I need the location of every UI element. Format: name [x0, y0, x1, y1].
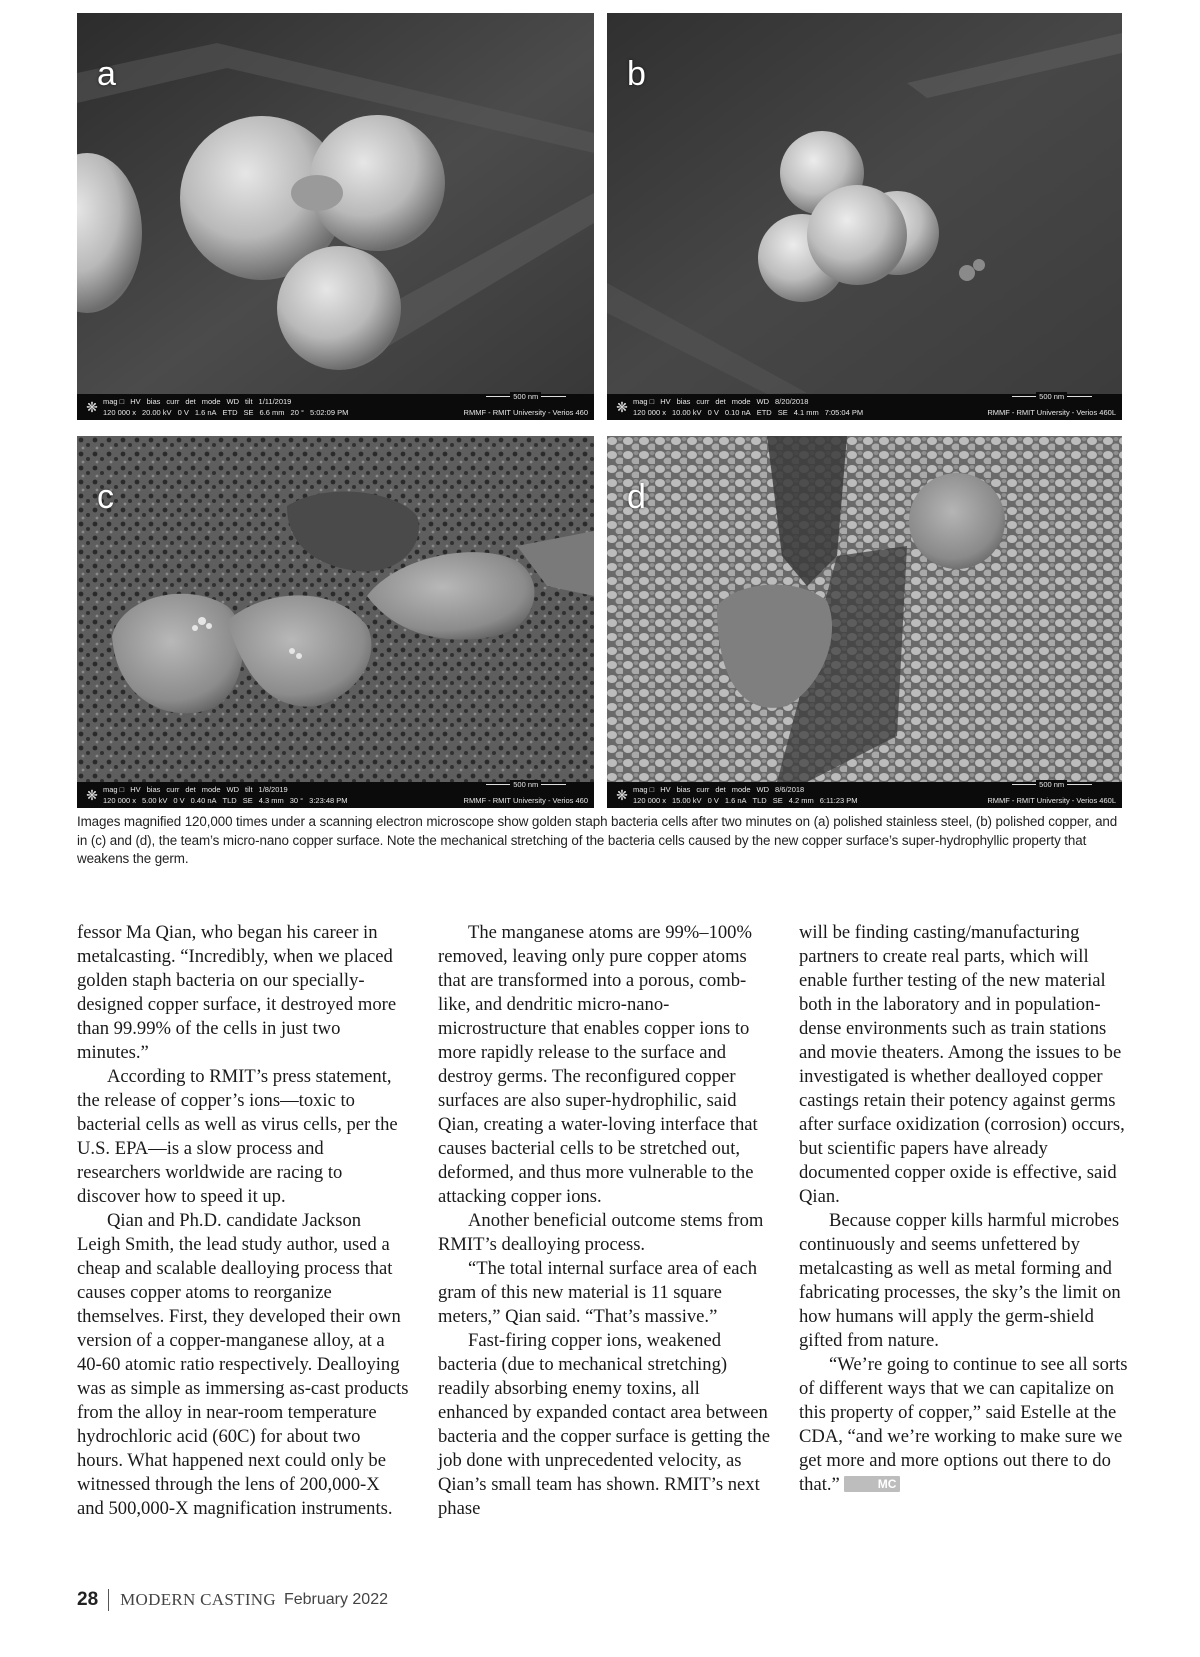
scale-bar: 500 nm RMMF - RMIT University - Verios 460: [463, 780, 588, 805]
figure-caption: Images magnified 120,000 times under a scanning electron microscope show golden staph bacteria cells after two minutes on (a) polished stainless steel, (b) polished copper, and in (c) and (d), the team’s micro-nano copper surface. Note the mechanical stretching of the bacteria cells caused by the new copper surface’s super-hydrophyllic property that weakens the germ.: [77, 814, 1118, 866]
panel-letter: b: [627, 55, 646, 93]
sem-image-d: [607, 436, 1122, 782]
panel-letter: d: [627, 478, 646, 516]
issue-date: February 2022: [283, 1591, 388, 1608]
facility-label: RMMF - RMIT University - Verios 460L: [987, 796, 1116, 805]
sem-panel-b: [607, 13, 1122, 420]
paragraph: Qian and Ph.D. candidate Jackson Leigh Smith, the lead study author, used a cheap and scalable dealloying process that causes copper atoms to reorganize themselves. First, they developed their own version of a copper-manganese alloy, at a 40-60 atomic ratio respectively. Dealloying was as simple as immersing as-cast products from the alloy in near-room temperature hydrochloric acid (60C) for about two hours. What happened next could only be witnessed through the lens of 200,000-X and 500,000-X magnification instruments.: [77, 1210, 409, 1519]
page-number: 28: [77, 1589, 99, 1610]
paragraph: “The total internal surface area of each gram of this new material is 11 square meters,” Qian said. “That’s massive.”: [438, 1258, 758, 1327]
end-mark-icon: MC: [844, 1476, 901, 1492]
scale-bar: 500 nm RMMF - RMIT University - Verios 460L: [987, 392, 1116, 417]
sem-image-a: [77, 13, 594, 394]
paragraph: The manganese atoms are 99%–100% removed, leaving only pure copper atoms that are transformed into a porous, comb-like, and dendritic micro-nano-microstructure that enables copper ions to more rapidly release to the surface and destroy germs. The reconfigured copper surfaces are also super-hydrophilic, said Qian, creating a water-loving interface that causes bacterial cells to be stretched out, deformed, and thus more vulnerable to the attacking copper ions.: [438, 922, 758, 1207]
sem-data-bar: ❋ mag □ HV bias curr det mode WD 8/20/2018 120 000 x 10.00 kV 0 V 0.10 nA ETD SE 4.1 mm 7:05:04 PM 500 nm RMMF - RMIT University - Verios 460L: [607, 394, 1122, 420]
paragraph: Because copper kills harmful microbes continuously and seems unfettered by metalcasting as well as metal forming and fabricating processes, the sky’s the limit on how humans will apply the germ-shield gifted from nature.: [799, 1210, 1121, 1351]
fei-logo-icon: ❋: [86, 786, 98, 803]
facility-label: RMMF - RMIT University - Verios 460: [463, 796, 588, 805]
magazine-name: MODERN CASTING: [120, 1590, 276, 1609]
sem-panel-a: [77, 13, 594, 420]
article-column-3: [799, 921, 1129, 1497]
paragraph: Another beneficial outcome stems from RMIT’s dealloying process.: [438, 1210, 764, 1255]
sem-image-c: [77, 436, 594, 782]
sem-panel-d: [607, 436, 1122, 808]
sem-figure: [77, 13, 1122, 808]
footer-divider: [108, 1589, 109, 1611]
facility-label: RMMF - RMIT University - Verios 460L: [987, 408, 1116, 417]
facility-label: RMMF - RMIT University - Verios 460: [463, 408, 588, 417]
sem-data-bar: ❋ mag □ HV bias curr det mode WD tilt 1/8/2019 120 000 x 5.00 kV 0 V 0.40 nA TLD SE 4.3 mm 30 ° 3:23:48 PM 500 nm RMMF - RMIT University - Verios 460: [77, 782, 594, 808]
paragraph: According to RMIT’s press statement, the release of copper’s ions—toxic to bacterial cells as well as virus cells, per the U.S. EPA—is a slow process and researchers worldwide are racing to discover how to speed it up.: [77, 1066, 398, 1207]
panel-letter: a: [97, 55, 116, 93]
article-column-1: [77, 921, 409, 1521]
paragraph: fessor Ma Qian, who began his career in metalcasting. “Incredibly, when we placed golden staph bacteria on our specially-designed copper surface, it destroyed more than 99.99% of the cells in just two minutes.”: [77, 922, 397, 1063]
scale-bar: 500 nm RMMF - RMIT University - Verios 460L: [987, 780, 1116, 805]
fei-logo-icon: ❋: [616, 398, 628, 415]
scale-bar: 500 nm RMMF - RMIT University - Verios 460: [463, 392, 588, 417]
panel-letter: c: [97, 478, 114, 516]
fei-logo-icon: ❋: [616, 786, 628, 803]
paragraph: will be finding casting/manufacturing partners to create real parts, which will enable further testing of the new material both in the laboratory and in population-dense environments such as train stations and movie theaters. Among the issues to be investigated is whether dealloyed copper castings retain their potency against germs after surface oxidization (corrosion) occurs, but scientific papers have already documented copper oxide is effective, said Qian.: [799, 922, 1125, 1207]
page-footer: [77, 1585, 388, 1615]
sem-image-b: [607, 13, 1122, 394]
article-column-2: [438, 921, 770, 1521]
paragraph-final: [799, 1353, 1129, 1497]
sem-data-bar: ❋ mag □ HV bias curr det mode WD 8/6/2018 120 000 x 15.00 kV 0 V 1.6 nA TLD SE 4.2 mm 6:11:23 PM 500 nm RMMF - RMIT University - Verios 460L: [607, 782, 1122, 808]
sem-data-bar: ❋ mag □ HV bias curr det mode WD tilt 1/11/2019 120 000 x 20.00 kV 0 V 1.6 nA ETD SE 6.6 mm 20 ° 5:02:09 PM 500 nm RMMF - RMIT University - Verios 460: [77, 394, 594, 420]
paragraph-text: “We’re going to continue to see all sorts of different ways that we can capitalize on this property of copper,” said Estelle at the CDA, “and we’re working to make sure we get more and more options out there to do that.”: [799, 1354, 1128, 1495]
paragraph: Fast-firing copper ions, weakened bacteria (due to mechanical stretching) readily absorbing enemy toxins, all enhanced by expanded contact area between bacteria and the copper surface is getting the job done with unprecedented velocity, as Qian’s small team has shown. RMIT’s next phase: [438, 1330, 770, 1519]
sem-panel-c: [77, 436, 594, 808]
fei-logo-icon: ❋: [86, 398, 98, 415]
